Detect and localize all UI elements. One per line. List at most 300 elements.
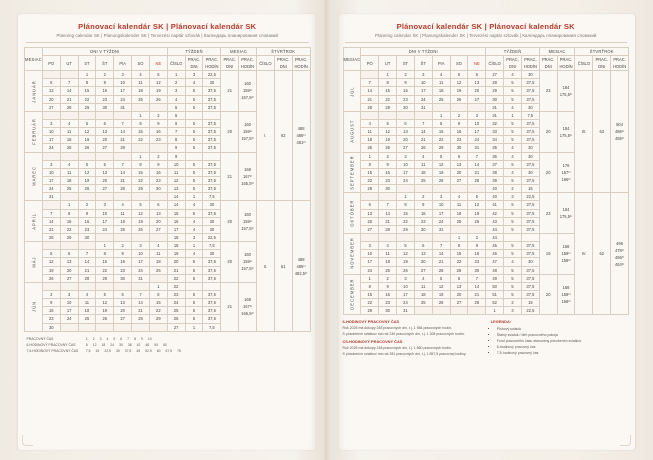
week-workhours: 30 xyxy=(203,79,221,87)
day-cell: 30 xyxy=(379,185,397,193)
col-sub-4: PRAC. HODÍN xyxy=(557,56,575,71)
day-cell: 10 xyxy=(361,250,379,258)
day-cell: 24 xyxy=(468,136,486,144)
week-workhours: 37,5 xyxy=(521,225,539,233)
day-cell: 25 xyxy=(361,144,379,152)
day-cell: 10 xyxy=(42,168,60,176)
month-workhours: 160 159¹⁾ 157,5²⁾ xyxy=(239,111,257,152)
day-cell xyxy=(96,233,114,241)
week-workdays: 5 xyxy=(185,176,203,184)
day-cell: 11 xyxy=(414,160,432,168)
col-sub-3: PRAC. DNI xyxy=(221,56,239,71)
cell: 67,5 xyxy=(165,348,173,353)
day-cell: 1 xyxy=(149,282,167,290)
day-cell: 2 xyxy=(379,274,397,282)
month-workhours: 168 159¹⁾ 158²⁾ xyxy=(557,274,575,315)
week-number: 40 xyxy=(486,185,504,193)
week-workhours: 37,5 xyxy=(521,79,539,87)
week-workdays: 5 xyxy=(504,95,522,103)
day-cell: 29 xyxy=(132,185,150,193)
week-workhours: 37,5 xyxy=(203,176,221,184)
month-workhours: 184 175,5¹⁾ xyxy=(557,71,575,112)
table-row xyxy=(343,71,629,79)
day-cell: 17 xyxy=(60,307,78,315)
week-workhours: 37,5 xyxy=(203,144,221,152)
day-cell: 11 xyxy=(379,250,397,258)
week-workdays: 4 xyxy=(504,152,522,160)
week-workhours: 37,5 xyxy=(203,274,221,282)
day-cell: 9 xyxy=(468,242,486,250)
table-row xyxy=(25,201,311,209)
week-workdays: 3 xyxy=(504,193,522,201)
day-cell: 22 xyxy=(379,95,397,103)
left-sheet xyxy=(18,14,317,450)
day-cell xyxy=(149,193,167,201)
day-cell: 6 xyxy=(60,250,78,258)
note-title-6h: 6-HODINOVÝ PRACOVNÝ ČAS xyxy=(342,319,400,325)
week-workhours: 30 xyxy=(203,217,221,225)
day-cell: 28 xyxy=(132,315,150,323)
day-cell xyxy=(149,274,167,282)
day-cell: 23 xyxy=(42,315,60,323)
day-cell: 29 xyxy=(379,103,397,111)
day-cell: 29 xyxy=(450,266,468,274)
day-cell xyxy=(114,193,132,201)
week-workhours: 30 xyxy=(521,152,539,160)
col-sub-6: PRAC. DNI xyxy=(593,56,611,71)
day-cell: 9 xyxy=(149,160,167,168)
day-cell: 13 xyxy=(114,299,132,307)
day-cell xyxy=(132,193,150,201)
week-workhours: 37,5 xyxy=(203,185,221,193)
week-workdays: 5 xyxy=(185,266,203,274)
day-cell xyxy=(149,144,167,152)
day-cell: 8 xyxy=(450,242,468,250)
day-cell: 31 xyxy=(132,274,150,282)
week-workdays: 4 xyxy=(504,258,522,266)
col-day-ut: UT xyxy=(379,56,397,71)
cell: 37,5 xyxy=(124,348,132,353)
day-cell: 24 xyxy=(432,217,450,225)
legend xyxy=(491,319,629,357)
week-workhours: 37,5 xyxy=(203,258,221,266)
day-cell xyxy=(432,103,450,111)
day-cell: 27 xyxy=(60,274,78,282)
week-number: 4 xyxy=(167,95,185,103)
page-subtitle: Planning calendar SK | Planungskalender SK | Tervezési naptár szlovák | Календарь планирования словакий xyxy=(375,33,597,38)
week-number: 43 xyxy=(486,217,504,225)
week-workdays: 4 xyxy=(504,71,522,79)
month-label: FEBRUÁR xyxy=(25,111,43,152)
day-cell: 28 xyxy=(78,274,96,282)
day-cell: 14 xyxy=(432,250,450,258)
week-number: 22 xyxy=(167,274,185,282)
day-cell: 7 xyxy=(114,119,132,127)
day-cell: 7 xyxy=(132,290,150,298)
day-cell: 12 xyxy=(450,79,468,87)
week-number: 17 xyxy=(167,225,185,233)
day-cell: 22 xyxy=(78,95,96,103)
day-cell: 7 xyxy=(432,242,450,250)
day-cell: 20 xyxy=(468,87,486,95)
week-workdays: 5 xyxy=(185,160,203,168)
day-cell: 1 xyxy=(450,233,468,241)
day-cell: 23 xyxy=(468,258,486,266)
right-sheet xyxy=(337,14,636,450)
day-cell: 4 xyxy=(414,274,432,282)
worktime-label-3: 7,5-HODINOVÝ PRACOVNÝ ČAS xyxy=(26,348,79,353)
week-number: 46 xyxy=(486,250,504,258)
day-cell: 1 xyxy=(397,193,415,201)
week-workdays: 1 xyxy=(185,193,203,201)
week-workhours xyxy=(203,152,221,160)
week-number: 18 xyxy=(167,242,185,250)
day-cell xyxy=(361,111,379,119)
day-cell: 16 xyxy=(379,168,397,176)
cell: 54 xyxy=(154,342,158,347)
week-workdays xyxy=(504,233,522,241)
col-sub-5: ČÍSLO xyxy=(575,56,593,71)
day-cell: 28 xyxy=(432,266,450,274)
day-cell: 5 xyxy=(132,201,150,209)
worktime-75h xyxy=(83,348,183,354)
week-workhours: 37,5 xyxy=(521,217,539,225)
day-cell xyxy=(96,282,114,290)
col-sub-1: PRAC. DNI xyxy=(185,56,203,71)
cell: 10 xyxy=(147,336,152,341)
day-cell: 30 xyxy=(414,225,432,233)
month-label: SEPTEMBER xyxy=(343,152,361,193)
day-cell: 25 xyxy=(414,299,432,307)
week-number: 47 xyxy=(486,258,504,266)
day-cell: 8 xyxy=(78,79,96,87)
day-cell: 13 xyxy=(96,128,114,136)
day-cell: 17 xyxy=(468,128,486,136)
day-cell: 23 xyxy=(149,176,167,184)
day-cell: 9 xyxy=(379,282,397,290)
week-workhours: 22,5 xyxy=(521,193,539,201)
day-cell: 27 xyxy=(96,144,114,152)
day-cell: 3 xyxy=(42,119,60,127)
day-cell: 8 xyxy=(132,119,150,127)
week-workhours: 37,5 xyxy=(203,299,221,307)
day-cell xyxy=(60,152,78,160)
day-cell: 18 xyxy=(432,87,450,95)
week-workdays: 2 xyxy=(504,299,522,307)
day-cell xyxy=(432,307,450,315)
week-workhours: 37,5 xyxy=(521,87,539,95)
quarter-workdays: 62 xyxy=(593,193,611,315)
day-cell xyxy=(114,111,132,119)
week-workdays: 5 xyxy=(504,209,522,217)
day-cell: 7 xyxy=(379,201,397,209)
week-workdays: 4 xyxy=(504,168,522,176)
day-cell: 26 xyxy=(379,144,397,152)
day-cell: 23 xyxy=(114,266,132,274)
day-cell: 9 xyxy=(379,160,397,168)
day-cell: 10 xyxy=(468,119,486,127)
day-cell: 18 xyxy=(450,209,468,217)
week-workhours: 30 xyxy=(521,258,539,266)
day-cell: 18 xyxy=(60,136,78,144)
day-cell: 6 xyxy=(414,242,432,250)
day-cell: 18 xyxy=(414,290,432,298)
day-cell: 22 xyxy=(450,258,468,266)
quarter-number: IV. xyxy=(575,193,593,315)
week-workdays: 3 xyxy=(504,307,522,315)
week-workhours: 37,5 xyxy=(203,87,221,95)
right-footer xyxy=(343,319,630,357)
day-cell: 5 xyxy=(78,160,96,168)
day-cell: 5 xyxy=(379,119,397,127)
col-month-group: MESIAC xyxy=(539,48,575,56)
day-cell: 14 xyxy=(42,217,60,225)
day-cell xyxy=(78,152,96,160)
day-cell: 10 xyxy=(42,128,60,136)
week-number: 16 xyxy=(167,217,185,225)
week-workdays: 5 xyxy=(504,119,522,127)
quarter-workhours: 488 486¹⁾ 481²⁾ xyxy=(292,71,310,201)
day-cell: 3 xyxy=(42,160,60,168)
day-cell: 30 xyxy=(379,307,397,315)
day-cell: 25 xyxy=(432,95,450,103)
col-sub-6: PRAC. DNI xyxy=(274,56,292,71)
day-cell: 20 xyxy=(60,266,78,274)
week-workhours: 37,5 xyxy=(203,95,221,103)
day-cell: 15 xyxy=(96,258,114,266)
day-cell: 13 xyxy=(42,87,60,95)
day-cell: 19 xyxy=(432,290,450,298)
week-workdays: 5 xyxy=(185,103,203,111)
week-workhours: 37,5 xyxy=(203,209,221,217)
day-cell: 18 xyxy=(379,258,397,266)
week-workdays: 2 xyxy=(504,185,522,193)
day-cell: 8 xyxy=(96,250,114,258)
week-workhours: 30 xyxy=(521,71,539,79)
week-workhours: 37,5 xyxy=(521,176,539,184)
month-workdays: 23 xyxy=(539,193,557,234)
cell: 8 xyxy=(134,336,136,341)
day-cell: 24 xyxy=(96,225,114,233)
day-cell: 7 xyxy=(468,152,486,160)
week-workdays: 5 xyxy=(504,242,522,250)
day-cell: 25 xyxy=(60,185,78,193)
week-workdays: 5 xyxy=(504,274,522,282)
day-cell: 12 xyxy=(397,250,415,258)
day-cell: 25 xyxy=(414,176,432,184)
day-cell: 21 xyxy=(132,307,150,315)
month-label: AUGUST xyxy=(343,111,361,152)
day-cell: 21 xyxy=(379,217,397,225)
week-number: 49 xyxy=(486,274,504,282)
day-cell: 17 xyxy=(397,168,415,176)
week-workdays xyxy=(185,111,203,119)
quarter-workdays: 61 xyxy=(274,201,292,331)
legend-item: ▪ 7,5-hodinový pracovný čas xyxy=(497,350,629,356)
week-number: 31 xyxy=(486,111,504,119)
day-cell: 22 xyxy=(361,176,379,184)
col-sub-2: PRAC. HODÍN xyxy=(521,56,539,71)
col-sub-1: PRAC. DNI xyxy=(504,56,522,71)
month-workhours: 168 167¹⁾ 165,5²⁾ xyxy=(239,282,257,331)
day-cell: 15 xyxy=(397,209,415,217)
day-cell: 15 xyxy=(132,168,150,176)
week-number: 9 xyxy=(167,144,185,152)
day-cell: 10 xyxy=(96,209,114,217)
day-cell: 21 xyxy=(432,258,450,266)
day-cell: 29 xyxy=(149,315,167,323)
day-cell xyxy=(60,111,78,119)
col-day-st: ST xyxy=(397,56,415,71)
week-workdays: 3 xyxy=(185,233,203,241)
week-workdays: 5 xyxy=(185,95,203,103)
week-workdays: 5 xyxy=(185,274,203,282)
week-number: 39 xyxy=(486,176,504,184)
week-number: 33 xyxy=(486,128,504,136)
day-cell: 15 xyxy=(361,168,379,176)
col-day-ne: NE xyxy=(149,56,167,71)
week-number: 3 xyxy=(167,87,185,95)
day-cell xyxy=(132,233,150,241)
month-label: OKTÓBER xyxy=(343,193,361,234)
day-cell xyxy=(414,307,432,315)
week-number: 52 xyxy=(486,299,504,307)
day-cell: 5 xyxy=(149,71,167,79)
cell: 60 xyxy=(162,342,167,347)
day-cell: 3 xyxy=(361,242,379,250)
col-days-group: DNI V TÝŽDNI xyxy=(361,48,486,56)
day-cell xyxy=(361,233,379,241)
day-cell xyxy=(414,185,432,193)
day-cell xyxy=(78,193,96,201)
week-number: 27 xyxy=(167,323,185,331)
day-cell: 19 xyxy=(42,266,60,274)
day-cell: 21 xyxy=(468,290,486,298)
day-cell: 26 xyxy=(132,225,150,233)
cell: 42 xyxy=(136,342,141,347)
day-cell: 4 xyxy=(450,193,468,201)
week-number: 26 xyxy=(167,315,185,323)
day-cell: 9 xyxy=(414,201,432,209)
day-cell: 25 xyxy=(60,144,78,152)
day-cell: 20 xyxy=(96,136,114,144)
day-cell: 2 xyxy=(379,152,397,160)
day-cell: 14 xyxy=(379,209,397,217)
day-cell: 27 xyxy=(397,144,415,152)
note-title-75h: CS-HODINOVÝ PRACOVNÝ ČAS xyxy=(342,339,403,345)
col-sub-5: ČÍSLO xyxy=(256,56,274,71)
table-row xyxy=(24,348,186,354)
day-cell: 30 xyxy=(42,323,60,331)
week-number: 11 xyxy=(167,168,185,176)
note-75h-line2: S pôsobením sviatkov má rok 281 pracovných dní, t.j. 1 857,5 pracovnej hodiny. xyxy=(342,352,467,357)
cell: 7 xyxy=(127,336,130,341)
day-cell xyxy=(450,307,468,315)
week-workhours xyxy=(203,111,221,119)
day-cell: 9 xyxy=(114,250,132,258)
col-day-št: ŠT xyxy=(96,56,114,71)
week-workhours: 37,5 xyxy=(203,290,221,298)
month-workhours: 160 159¹⁾ 157,5²⁾ xyxy=(239,242,257,283)
day-cell: 15 xyxy=(132,128,150,136)
day-cell: 20 xyxy=(42,95,60,103)
day-cell: 25 xyxy=(149,266,167,274)
day-cell: 3 xyxy=(432,193,450,201)
day-cell: 15 xyxy=(78,87,96,95)
week-workhours: 30 xyxy=(203,225,221,233)
month-workdays: 21 xyxy=(221,282,239,331)
day-cell: 26 xyxy=(450,95,468,103)
day-cell: 20 xyxy=(149,217,167,225)
week-workdays: 5 xyxy=(504,225,522,233)
day-cell: 19 xyxy=(78,136,96,144)
day-cell: 8 xyxy=(361,282,379,290)
legend-item: ▪ Fond pracovného času stanovený pôsobením sviatkov xyxy=(497,338,629,344)
day-cell xyxy=(450,185,468,193)
day-cell: 12 xyxy=(468,201,486,209)
day-cell: 22 xyxy=(132,176,150,184)
day-cell: 23 xyxy=(149,136,167,144)
week-number: 44 xyxy=(486,225,504,233)
day-cell: 1 xyxy=(96,242,114,250)
day-cell xyxy=(60,71,78,79)
week-number: 28 xyxy=(486,79,504,87)
day-cell: 11 xyxy=(60,168,78,176)
day-cell: 26 xyxy=(42,274,60,282)
day-cell: 23 xyxy=(379,299,397,307)
week-workhours: 37,5 xyxy=(203,119,221,127)
day-cell xyxy=(450,225,468,233)
day-cell: 13 xyxy=(468,79,486,87)
day-cell xyxy=(468,307,486,315)
week-number: 18 xyxy=(167,233,185,241)
week-number: 32 xyxy=(486,119,504,127)
day-cell: 7 xyxy=(414,119,432,127)
col-day-ne: NE xyxy=(468,56,486,71)
day-cell: 14 xyxy=(361,87,379,95)
day-cell: 1 xyxy=(432,111,450,119)
day-cell xyxy=(432,185,450,193)
day-cell xyxy=(114,152,132,160)
table-header-row xyxy=(343,48,629,56)
day-cell: 28 xyxy=(114,185,132,193)
week-workhours: 7,5 xyxy=(203,193,221,201)
quarter-workhours: 504 486¹⁾ 485²⁾ xyxy=(611,71,629,193)
week-number: 38 xyxy=(486,168,504,176)
week-number: 5 xyxy=(167,103,185,111)
day-cell: 9 xyxy=(450,119,468,127)
day-cell: 26 xyxy=(397,266,415,274)
day-cell: 9 xyxy=(397,79,415,87)
day-cell: 26 xyxy=(149,95,167,103)
week-workdays: 4 xyxy=(185,201,203,209)
day-cell: 24 xyxy=(397,176,415,184)
table-header-row xyxy=(25,56,311,71)
col-day-pia: PIA xyxy=(114,56,132,71)
week-number: 31 xyxy=(486,103,504,111)
week-number: 12 xyxy=(167,176,185,184)
week-workhours: 37,5 xyxy=(521,209,539,217)
day-cell: 15 xyxy=(450,250,468,258)
day-cell: 16 xyxy=(149,168,167,176)
day-cell: 20 xyxy=(361,217,379,225)
cell: 36 xyxy=(127,342,132,347)
week-workdays: 5 xyxy=(185,168,203,176)
day-cell: 15 xyxy=(60,217,78,225)
day-cell: 13 xyxy=(450,160,468,168)
note-6h-line2: S pôsobením sviatkov má rok 249 pracovných dní, t.j. 1 208 pracovných hodín. xyxy=(342,332,465,337)
day-cell: 15 xyxy=(432,128,450,136)
